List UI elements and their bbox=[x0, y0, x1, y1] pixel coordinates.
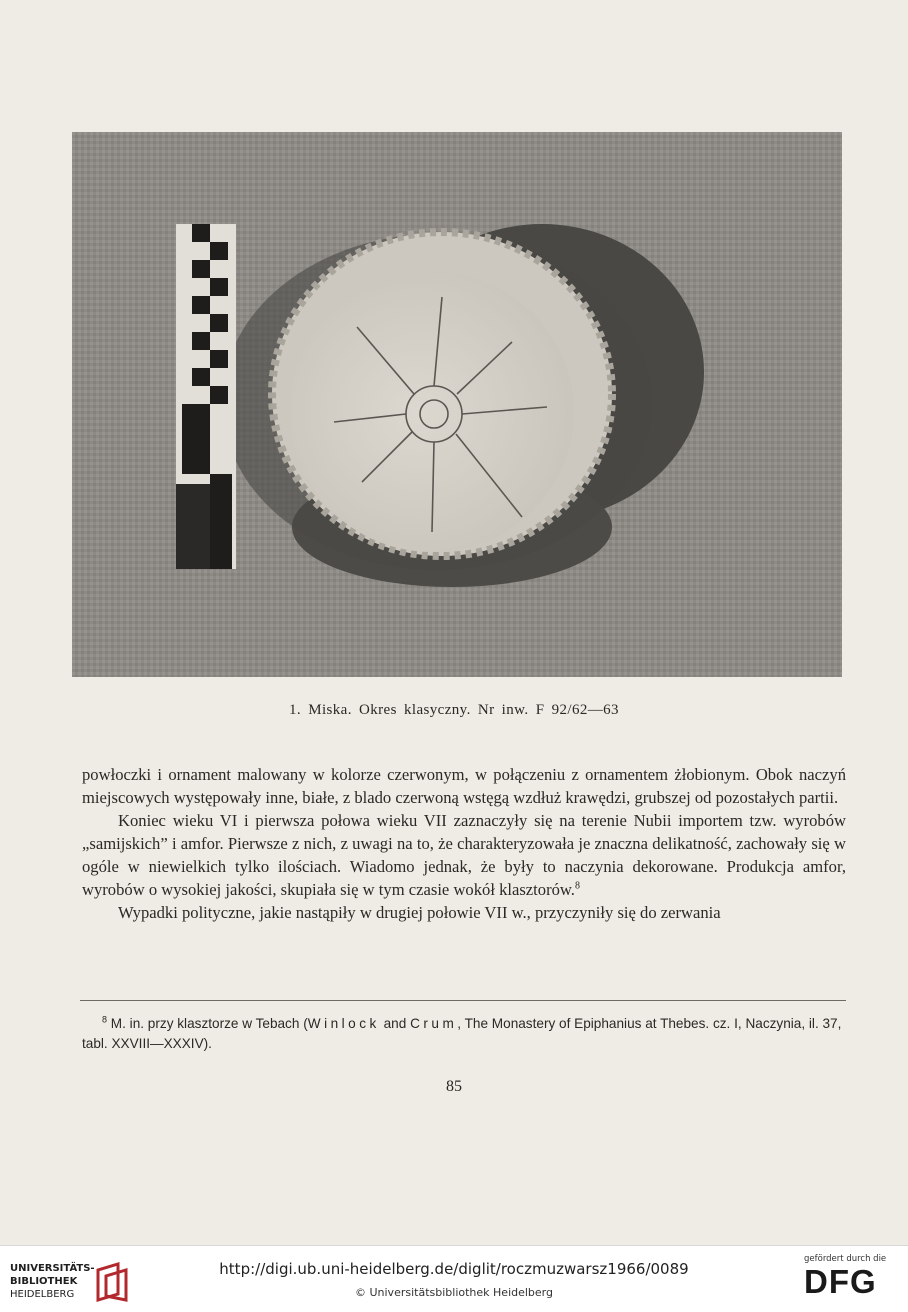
library-name-line-1: UNIVERSITÄTS- bbox=[10, 1263, 95, 1274]
viewer-footer bbox=[0, 1245, 908, 1312]
footnote-divider bbox=[80, 1000, 846, 1001]
body-text bbox=[82, 763, 846, 924]
page-number: 85 bbox=[446, 1078, 462, 1095]
figure-caption: 1. Miska. Okres klasyczny. Nr inw. F 92/62—63 bbox=[289, 702, 619, 718]
footnote-text-after: , The Monastery of Epiphanius at Thebes. cz. I, Naczynia, il. 37, tabl. XXVIII—XXXIV). bbox=[82, 1016, 842, 1051]
dfg-logo: DFG bbox=[804, 1263, 877, 1300]
footnote-reference[interactable]: 8 bbox=[574, 880, 580, 892]
figure-photo-bowl bbox=[72, 132, 842, 677]
paragraph-3: Wypadki polityczne, jakie nastąpiły w drugiej połowie VII w., przyczyniły się do zerwania bbox=[118, 903, 721, 922]
copyright-notice: © Universitätsbibliothek Heidelberg bbox=[354, 1286, 553, 1299]
measurement-scale-bar bbox=[176, 224, 236, 569]
footnote-number: 8 bbox=[102, 1014, 108, 1025]
permalink-url[interactable]: http://digi.ub.uni-heidelberg.de/diglit/roczmuzwarsz1966/0089 bbox=[219, 1260, 689, 1278]
funder-label: gefördert durch die bbox=[804, 1254, 887, 1264]
library-name-line-3: HEIDELBERG bbox=[10, 1289, 75, 1300]
footnote-and: and bbox=[379, 1016, 411, 1031]
paragraph-2-text: Koniec wieku VI i pierwsza połowa wieku VII zaznaczyły się na terenie Nubii importem tzw. wyrobów „samijskich” i amfor. Pierwsze z nich, z uwagi na to, że charakteryzowała je znaczna delikatność, zachowały się w ogóle w niewielkich tylko ilościach. Wiadomo jednak, że były to naczynia dekorowane. Produkcja amfor, wyrobów o wysokiej jakości, skupiała się w tym czasie wokół klasztorów. bbox=[82, 811, 846, 899]
footnote-author-2: Crum bbox=[410, 1016, 458, 1031]
footnote bbox=[82, 1014, 846, 1054]
paragraph-1: powłoczki i ornament malowany w kolorze czerwonym, w połączeniu z ornamentem żłobionym. Obok naczyń miejscowych występowały inne, białe, z blado czerwoną wstęgą wzdłuż krawędzi, grubszej od pozostałych partii. bbox=[82, 765, 846, 807]
library-name-line-2: BIBLIOTHEK bbox=[10, 1276, 78, 1287]
paragraph-2 bbox=[82, 809, 846, 901]
dfg-funder-badge[interactable] bbox=[804, 1254, 894, 1300]
footnote-text-before: M. in. przy klasztorze w Tebach ( bbox=[110, 1016, 308, 1031]
footnote-author-1: Winlock bbox=[307, 1016, 380, 1031]
